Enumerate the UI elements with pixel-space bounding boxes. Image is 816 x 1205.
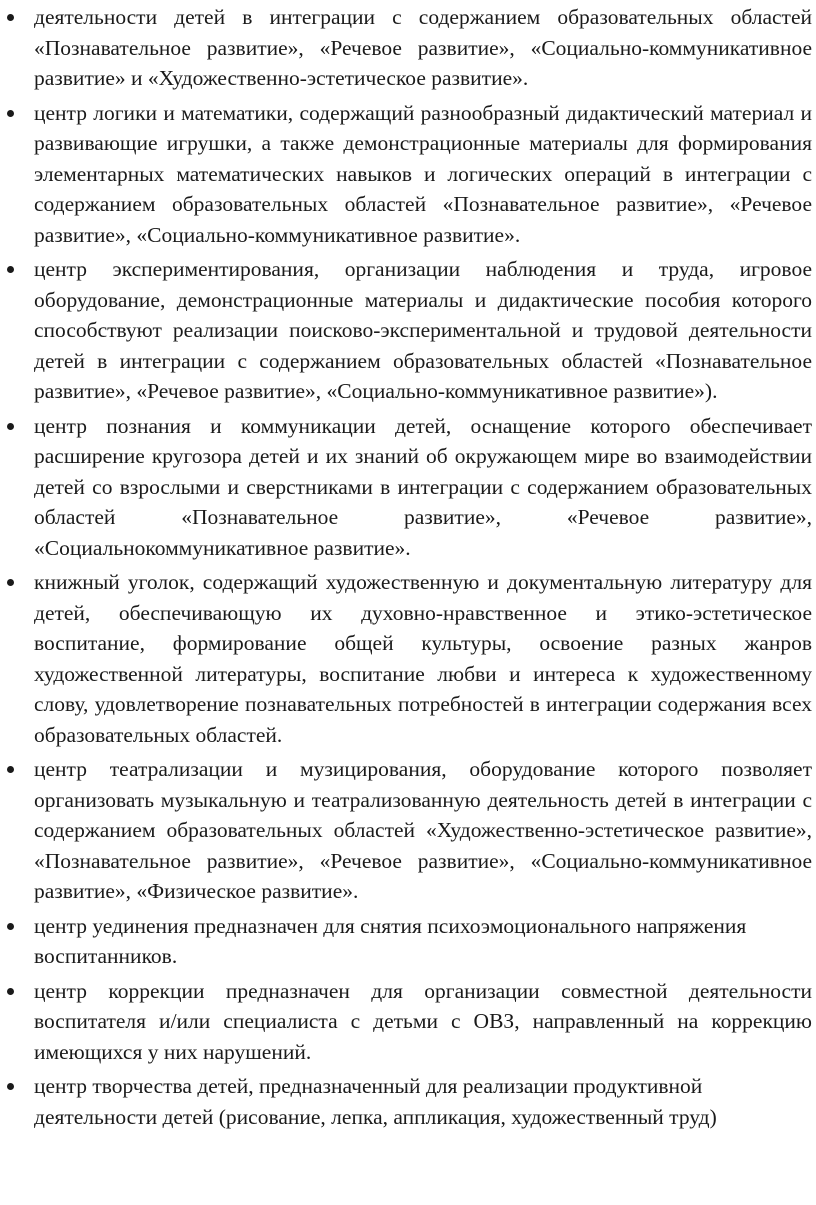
list-item-text: центр познания и коммуникации детей, оснащение которого обеспечивает расширение кругозора детей и их знаний об окружающем мире во взаимодействии детей со взрослыми и сверстниками в интеграции с содержанием образовательных областей «Познавательное развитие», «Речевое развитие», «Социальнокоммуникативное развитие». — [34, 413, 812, 560]
list-item-text: центр уединения предназначен для снятия психоэмоционального напряжения воспитанников. — [34, 913, 747, 968]
list-item — [34, 411, 812, 564]
bullet-icon — [7, 110, 14, 117]
list-item-text: центр экспериментирования, организации наблюдения и труда, игровое оборудование, демонстрационные материалы и дидактические пособия которого способствуют реализации поисково-экспериментальной и трудовой деятельности детей в интеграции с содержанием образовательных областей «Познавательное развитие», «Речевое развитие», «Социально-коммуникативное развитие»). — [34, 257, 812, 403]
bullet-icon — [7, 266, 14, 273]
list-item — [34, 976, 812, 1068]
list-item — [34, 98, 812, 251]
list-item-text: книжный уголок, содержащий художественную и документальную литературу для детей, обеспечивающую их духовно-нравственное и этико-эстетическое воспитание, формирование общей культуры, освоение разных жанров художественной литературы, воспитание любви и интереса к художественному слову, удовлетворение познавательных потребностей в интеграции содержания всех образовательных областей. — [34, 570, 812, 747]
bullet-icon — [7, 923, 14, 930]
bullet-icon — [7, 988, 14, 995]
list-item — [34, 1071, 812, 1132]
list-item-text: центр коррекции предназначен для организации совместной деятельности воспитателя и/или специалиста с детьми с ОВЗ, направленный на коррекцию имеющихся у них нарушений. — [34, 978, 812, 1064]
list-item — [34, 2, 812, 94]
list-item — [34, 754, 812, 907]
list-item — [34, 911, 812, 972]
bullet-icon — [7, 579, 14, 586]
list-item-text: центр театрализации и музицирования, оборудование которого позволяет организовать музыкальную и театрализованную деятельность детей в интеграции с содержанием образовательных областей «Художественно-эстетическое развитие», «Познавательное развитие», «Речевое развитие», «Социально-коммуникативное развитие», «Физическое развитие». — [34, 757, 812, 903]
bullet-icon — [7, 14, 14, 21]
bullet-list — [34, 2, 812, 1136]
bullet-icon — [7, 766, 14, 773]
list-item-text: центр логики и математики, содержащий разнообразный дидактический материал и развивающие игрушки, а также демонстрационные материалы для формирования элементарных математических навыков и логических операций в интеграции с содержанием образовательных областей «Познавательное развитие», «Речевое развитие», «Социально-коммуникативное развитие». — [34, 100, 812, 247]
bullet-icon — [7, 423, 14, 430]
list-item-text: центр творчества детей, предназначенный для реализации продуктивной деятельности детей (рисование, лепка, аппликация, художественный труд) — [34, 1074, 717, 1129]
list-item-text: деятельности детей в интеграции с содержанием образовательных областей «Познавательное развитие», «Речевое развитие», «Социально-коммуникативное развитие» и «Художественно-эстетическое развитие». — [34, 5, 812, 90]
list-item — [34, 254, 812, 407]
list-item — [34, 567, 812, 750]
bullet-icon — [7, 1083, 14, 1090]
